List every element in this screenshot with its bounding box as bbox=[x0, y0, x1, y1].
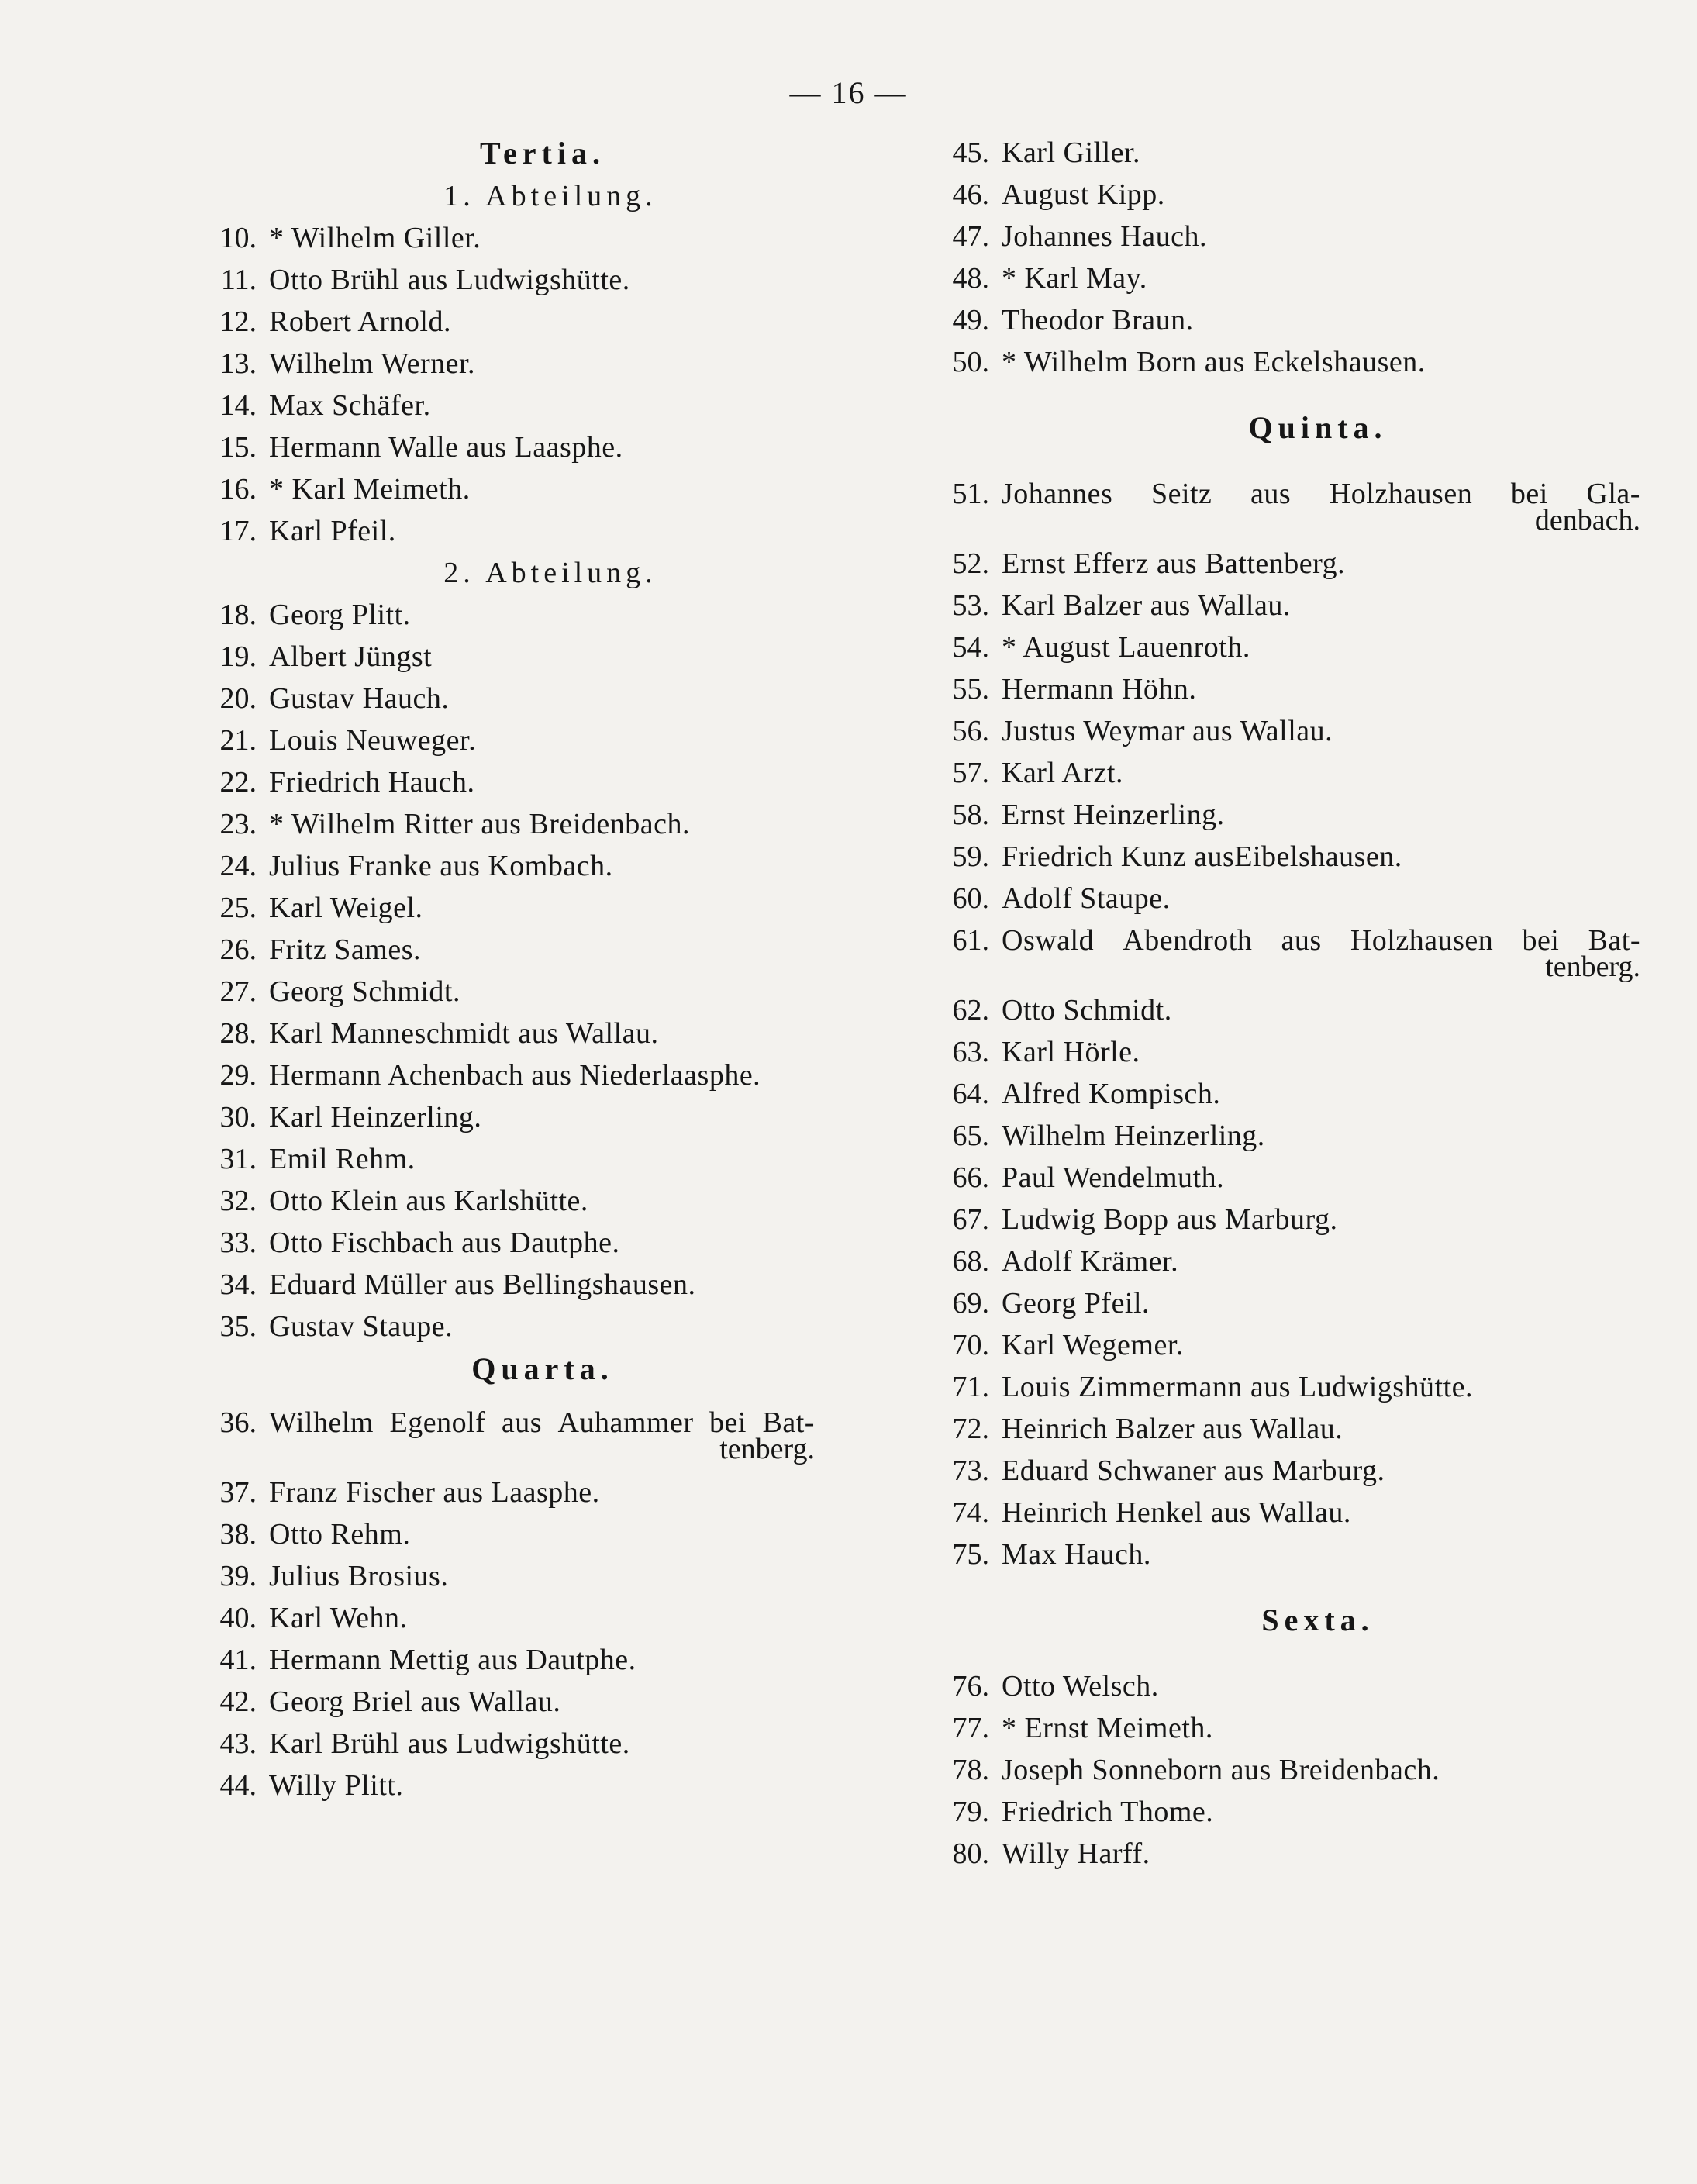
section-title-quinta: Quinta. bbox=[1248, 410, 1388, 445]
entry-name: Georg Pfeil. bbox=[1002, 1287, 1150, 1320]
entry-name: Gustav Hauch. bbox=[269, 682, 450, 715]
entry-name: Willy Harff. bbox=[1002, 1837, 1150, 1870]
entry-name: Karl Weigel. bbox=[269, 892, 423, 924]
entry-name: Paul Wendelmuth. bbox=[1002, 1161, 1225, 1194]
entry-number: 12. bbox=[219, 305, 257, 338]
entry-name: Georg Plitt. bbox=[269, 599, 411, 631]
list-item bbox=[930, 1408, 1644, 1450]
list-item bbox=[198, 1597, 818, 1639]
list-item bbox=[198, 678, 818, 719]
entry-name: Johannes Hauch. bbox=[1002, 220, 1207, 253]
entry-name: Max Hauch. bbox=[1002, 1538, 1151, 1571]
entry-number: 50. bbox=[952, 346, 989, 378]
right-column bbox=[930, 132, 1644, 1875]
list-item bbox=[198, 1765, 818, 1806]
entry-number: 15. bbox=[219, 431, 257, 464]
list-item bbox=[198, 1681, 818, 1723]
list-item bbox=[198, 887, 818, 929]
entry-number: 11. bbox=[220, 264, 257, 296]
list-item bbox=[930, 132, 1644, 174]
entry-number: 60. bbox=[952, 882, 989, 915]
list-item bbox=[198, 1138, 818, 1180]
list-item bbox=[198, 259, 818, 301]
entry-number: 59. bbox=[952, 840, 989, 873]
entry-name: Louis Neuweger. bbox=[269, 724, 477, 757]
list-item bbox=[930, 1157, 1644, 1199]
entry-number: 34. bbox=[219, 1268, 257, 1301]
list-item bbox=[198, 929, 818, 971]
list-item bbox=[198, 1264, 818, 1306]
entry-number: 74. bbox=[952, 1496, 989, 1529]
list-item bbox=[930, 668, 1644, 710]
entry-name: * Wilhelm Ritter aus Breidenbach. bbox=[269, 808, 690, 840]
list-item bbox=[930, 836, 1644, 878]
entry-number: 31. bbox=[219, 1143, 257, 1175]
list-quarta bbox=[198, 1472, 818, 1806]
entry-name: Julius Brosius. bbox=[269, 1560, 449, 1592]
entry-name: Georg Schmidt. bbox=[269, 975, 460, 1008]
entry-number: 24. bbox=[219, 850, 257, 882]
list-item bbox=[198, 761, 818, 803]
entry-name: Robert Arnold. bbox=[269, 305, 451, 338]
list-item bbox=[930, 299, 1644, 341]
entry-number: 40. bbox=[219, 1602, 257, 1634]
entry-name: Hermann Höhn. bbox=[1002, 673, 1197, 706]
entry-number: 69. bbox=[952, 1287, 989, 1320]
entry-number: 63. bbox=[952, 1036, 989, 1068]
entry-name: Adolf Staupe. bbox=[1002, 882, 1171, 915]
entry-name: Heinrich Balzer aus Wallau. bbox=[1002, 1413, 1343, 1445]
entry-name: Wilhelm Werner. bbox=[269, 347, 476, 380]
list-item-wrapped bbox=[930, 473, 1644, 543]
entry-number: 43. bbox=[219, 1727, 257, 1760]
entry-name: Karl Manneschmidt aus Wallau. bbox=[269, 1017, 659, 1050]
entry-name: * Ernst Meimeth. bbox=[1002, 1712, 1213, 1744]
list-item bbox=[198, 510, 818, 552]
entry-number: 52. bbox=[952, 547, 989, 580]
subsection-title-abteilung-1: 1. Abteilung. bbox=[443, 180, 657, 212]
list-quinta-b bbox=[930, 989, 1644, 1575]
entry-number: 68. bbox=[952, 1245, 989, 1278]
entry-name: Karl Giller. bbox=[1002, 136, 1141, 169]
list-item bbox=[930, 1749, 1644, 1791]
list-item bbox=[930, 1073, 1644, 1115]
entry-name: Louis Zimmermann aus Ludwigshütte. bbox=[1002, 1371, 1474, 1403]
entry-number: 58. bbox=[952, 799, 989, 831]
list-item bbox=[198, 426, 818, 468]
list-item bbox=[198, 1555, 818, 1597]
entry-name: Eduard Müller aus Bellingshausen. bbox=[269, 1268, 696, 1301]
entry-number: 42. bbox=[219, 1685, 257, 1718]
list-item bbox=[198, 803, 818, 845]
entry-number: 25. bbox=[219, 892, 257, 924]
entry-name: Wilhelm Heinzerling. bbox=[1002, 1120, 1265, 1152]
entry-number: 76. bbox=[952, 1670, 989, 1703]
entry-number: 64. bbox=[952, 1078, 989, 1110]
list-item bbox=[930, 710, 1644, 752]
entry-number: 27. bbox=[219, 975, 257, 1008]
entry-number: 65. bbox=[952, 1120, 989, 1152]
entry-name: Theodor Braun. bbox=[1002, 304, 1194, 336]
entry-name: Willy Plitt. bbox=[269, 1769, 404, 1802]
entry-name: Otto Welsch. bbox=[1002, 1670, 1159, 1703]
entry-continuation: tenberg. bbox=[1545, 951, 1640, 983]
list-item bbox=[930, 1492, 1644, 1534]
entry-name: Ludwig Bopp aus Marburg. bbox=[1002, 1203, 1338, 1236]
entry-number: 75. bbox=[952, 1538, 989, 1571]
entry-number: 72. bbox=[952, 1413, 989, 1445]
list-item bbox=[198, 468, 818, 510]
entry-name: Otto Klein aus Karlshütte. bbox=[269, 1185, 588, 1217]
list-item bbox=[930, 257, 1644, 299]
entry-number: 79. bbox=[952, 1796, 989, 1828]
entry-name: * Karl Meimeth. bbox=[269, 473, 471, 505]
entry-name: Johannes Seitz aus Holzhausen bei Gla- bbox=[1002, 478, 1640, 510]
list-item-wrapped bbox=[198, 1402, 818, 1472]
list-item bbox=[198, 845, 818, 887]
entry-name: Karl Balzer aus Wallau. bbox=[1002, 589, 1291, 622]
list-item-wrapped bbox=[930, 919, 1644, 989]
page-number: — 16 — bbox=[789, 75, 908, 110]
entry-name: Karl Heinzerling. bbox=[269, 1101, 482, 1133]
list-item bbox=[198, 1013, 818, 1054]
list-item bbox=[930, 1240, 1644, 1282]
entry-name: Karl Wegemer. bbox=[1002, 1329, 1184, 1361]
section-title-quarta: Quarta. bbox=[471, 1351, 614, 1386]
entry-name: Karl Wehn. bbox=[269, 1602, 408, 1634]
list-item bbox=[198, 343, 818, 385]
entry-number: 19. bbox=[219, 640, 257, 673]
list-item bbox=[198, 217, 818, 259]
entry-number: 56. bbox=[952, 715, 989, 747]
section-title-sexta: Sexta. bbox=[1261, 1603, 1375, 1637]
entry-number: 21. bbox=[219, 724, 257, 757]
list-item bbox=[930, 1665, 1644, 1707]
entry-number: 54. bbox=[952, 631, 989, 664]
list-item bbox=[930, 1031, 1644, 1073]
list-abteilung-1 bbox=[198, 217, 818, 552]
entry-name: Friedrich Hauch. bbox=[269, 766, 475, 799]
list-item bbox=[198, 1096, 818, 1138]
list-item bbox=[930, 989, 1644, 1031]
entry-name: Otto Fischbach aus Dautphe. bbox=[269, 1227, 620, 1259]
entry-number: 14. bbox=[219, 389, 257, 422]
entry-number: 71. bbox=[952, 1371, 989, 1403]
list-item bbox=[930, 1324, 1644, 1366]
entry-number: 29. bbox=[219, 1059, 257, 1092]
entry-name: Hermann Mettig aus Dautphe. bbox=[269, 1644, 636, 1676]
entry-number: 18. bbox=[219, 599, 257, 631]
list-item bbox=[930, 752, 1644, 794]
entry-number: 73. bbox=[952, 1454, 989, 1487]
list-item bbox=[930, 1534, 1644, 1575]
entry-name: * Wilhelm Giller. bbox=[269, 222, 481, 254]
list-item bbox=[198, 1723, 818, 1765]
entry-name: Heinrich Henkel aus Wallau. bbox=[1002, 1496, 1351, 1529]
entry-name: Friedrich Kunz ausEibelshausen. bbox=[1002, 840, 1402, 873]
entry-number: 30. bbox=[219, 1101, 257, 1133]
entry-name: Friedrich Thome. bbox=[1002, 1796, 1214, 1828]
entry-name: * Wilhelm Born aus Eckelshausen. bbox=[1002, 346, 1426, 378]
list-item bbox=[930, 1282, 1644, 1324]
entry-name: Karl Brühl aus Ludwigshütte. bbox=[269, 1727, 630, 1760]
list-quinta-a bbox=[930, 543, 1644, 919]
entry-number: 10. bbox=[219, 222, 257, 254]
list-item bbox=[930, 543, 1644, 585]
entry-continuation: denbach. bbox=[1534, 504, 1640, 537]
entry-number: 45. bbox=[952, 136, 989, 169]
entry-name: Karl Arzt. bbox=[1002, 757, 1123, 789]
list-item bbox=[930, 1791, 1644, 1833]
entry-number: 39. bbox=[219, 1560, 257, 1592]
entry-number: 53. bbox=[952, 589, 989, 622]
entry-name: Adolf Krämer. bbox=[1002, 1245, 1179, 1278]
list-item bbox=[930, 585, 1644, 626]
list-item bbox=[930, 1707, 1644, 1749]
entry-number: 57. bbox=[952, 757, 989, 789]
list-item bbox=[930, 1115, 1644, 1157]
entry-name: Otto Schmidt. bbox=[1002, 994, 1172, 1026]
entry-name: Ernst Efferz aus Battenberg. bbox=[1002, 547, 1346, 580]
subsection-title-abteilung-2: 2. Abteilung. bbox=[443, 557, 657, 589]
list-item bbox=[198, 385, 818, 426]
entry-name: Karl Pfeil. bbox=[269, 515, 396, 547]
list-item bbox=[198, 1180, 818, 1222]
list-item bbox=[930, 216, 1644, 257]
entry-name: Alfred Kompisch. bbox=[1002, 1078, 1221, 1110]
entry-name: Joseph Sonneborn aus Breidenbach. bbox=[1002, 1754, 1440, 1786]
list-item bbox=[198, 1054, 818, 1096]
list-item bbox=[930, 1450, 1644, 1492]
entry-name: Wilhelm Egenolf aus Auhammer bei Bat- bbox=[269, 1406, 815, 1439]
entry-number: 51. bbox=[952, 478, 989, 510]
list-item bbox=[198, 1472, 818, 1513]
entry-number: 22. bbox=[219, 766, 257, 799]
entry-number: 33. bbox=[219, 1227, 257, 1259]
list-item bbox=[930, 1366, 1644, 1408]
list-item bbox=[930, 341, 1644, 383]
list-item bbox=[930, 626, 1644, 668]
entry-name: Fritz Sames. bbox=[269, 933, 421, 966]
left-column bbox=[198, 132, 818, 1806]
entry-number: 32. bbox=[219, 1185, 257, 1217]
entry-name: Emil Rehm. bbox=[269, 1143, 416, 1175]
entry-number: 46. bbox=[952, 178, 989, 211]
list-item bbox=[198, 1306, 818, 1347]
list-item bbox=[930, 794, 1644, 836]
entry-name: Franz Fischer aus Laasphe. bbox=[269, 1476, 600, 1509]
entry-number: 67. bbox=[952, 1203, 989, 1236]
entry-number: 38. bbox=[219, 1518, 257, 1551]
list-item bbox=[198, 1513, 818, 1555]
list-item bbox=[198, 719, 818, 761]
entry-name: Ernst Heinzerling. bbox=[1002, 799, 1225, 831]
entry-name: Gustav Staupe. bbox=[269, 1310, 454, 1343]
entry-name: Justus Weymar aus Wallau. bbox=[1002, 715, 1333, 747]
entry-name: Eduard Schwaner aus Marburg. bbox=[1002, 1454, 1385, 1487]
list-item bbox=[930, 174, 1644, 216]
entry-name: * August Lauenroth. bbox=[1002, 631, 1250, 664]
entry-name: Albert Jüngst bbox=[269, 640, 433, 673]
entry-number: 66. bbox=[952, 1161, 989, 1194]
list-quarta-continued bbox=[930, 132, 1644, 383]
entry-number: 23. bbox=[219, 808, 257, 840]
entry-name: Oswald Abendroth aus Holzhausen bei Bat- bbox=[1002, 924, 1640, 957]
entry-number: 70. bbox=[952, 1329, 989, 1361]
entry-number: 37. bbox=[219, 1476, 257, 1509]
entry-name: Hermann Walle aus Laasphe. bbox=[269, 431, 623, 464]
entry-number: 47. bbox=[952, 220, 989, 253]
list-item bbox=[198, 1639, 818, 1681]
entry-number: 17. bbox=[219, 515, 257, 547]
entry-number: 20. bbox=[219, 682, 257, 715]
list-item bbox=[198, 594, 818, 636]
entry-name: Hermann Achenbach aus Niederlaasphe. bbox=[269, 1059, 761, 1092]
entry-name: * Karl May. bbox=[1002, 262, 1147, 295]
list-sexta bbox=[930, 1665, 1644, 1875]
entry-number: 80. bbox=[952, 1837, 989, 1870]
entry-number: 26. bbox=[219, 933, 257, 966]
entry-name: August Kipp. bbox=[1002, 178, 1165, 211]
list-abteilung-2 bbox=[198, 594, 818, 1347]
entry-number: 28. bbox=[219, 1017, 257, 1050]
section-title-tertia: Tertia. bbox=[480, 136, 605, 171]
list-item bbox=[198, 301, 818, 343]
entry-number: 35. bbox=[219, 1310, 257, 1343]
entry-name: Otto Rehm. bbox=[269, 1518, 411, 1551]
entry-number: 49. bbox=[952, 304, 989, 336]
entry-name: Karl Hörle. bbox=[1002, 1036, 1140, 1068]
entry-name: Max Schäfer. bbox=[269, 389, 431, 422]
entry-number: 77. bbox=[952, 1712, 989, 1744]
entry-number: 44. bbox=[219, 1769, 257, 1802]
entry-number: 78. bbox=[952, 1754, 989, 1786]
entry-number: 41. bbox=[219, 1644, 257, 1676]
entry-name: Julius Franke aus Kombach. bbox=[269, 850, 613, 882]
list-item bbox=[930, 1833, 1644, 1875]
entry-name: Georg Briel aus Wallau. bbox=[269, 1685, 561, 1718]
list-item bbox=[198, 1222, 818, 1264]
entry-number: 61. bbox=[952, 924, 989, 957]
entry-number: 48. bbox=[952, 262, 989, 295]
entry-number: 16. bbox=[219, 473, 257, 505]
list-item bbox=[198, 636, 818, 678]
entry-name: Otto Brühl aus Ludwigshütte. bbox=[269, 264, 630, 296]
entry-number: 36. bbox=[219, 1406, 257, 1439]
list-item bbox=[930, 1199, 1644, 1240]
entry-continuation: tenberg. bbox=[719, 1433, 815, 1465]
entry-number: 62. bbox=[952, 994, 989, 1026]
list-item bbox=[930, 878, 1644, 919]
entry-number: 13. bbox=[219, 347, 257, 380]
list-item bbox=[198, 971, 818, 1013]
entry-number: 55. bbox=[952, 673, 989, 706]
